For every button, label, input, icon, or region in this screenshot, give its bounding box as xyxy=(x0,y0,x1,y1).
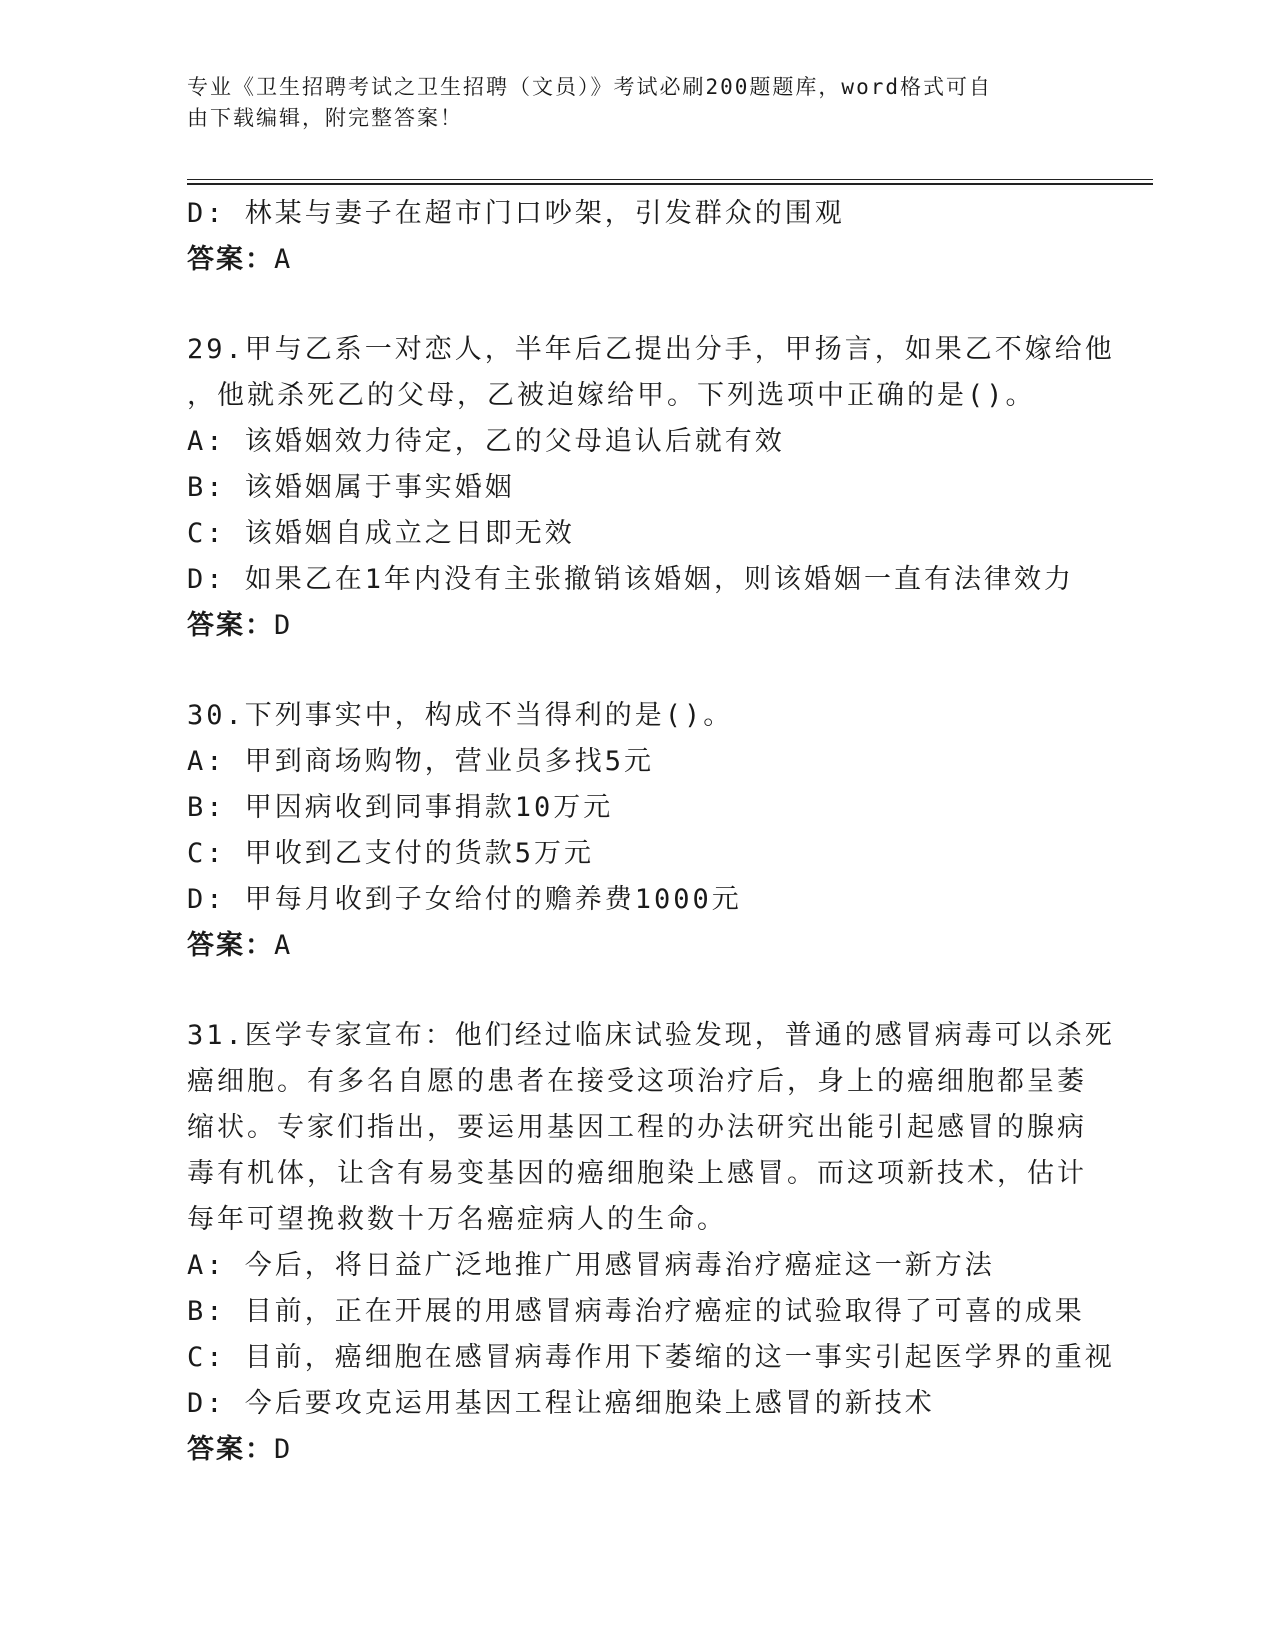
answer-label: 答案： xyxy=(187,244,274,275)
q30-answer xyxy=(187,923,1087,969)
q29-stem-line-2: ，他就杀死乙的父母，乙被迫嫁给甲。下列选项中正确的是()。 xyxy=(187,380,1036,411)
q31-stem-line-1: 31.医学专家宣布：他们经过临床试验发现，普通的感冒病毒可以杀死 xyxy=(187,1020,1115,1051)
q31-option-c: C: 目前，癌细胞在感冒病毒作用下萎缩的这一事实引起医学界的重视 xyxy=(187,1342,1115,1373)
q31-stem-line-5: 每年可望挽救数十万名癌症病人的生命。 xyxy=(187,1204,727,1235)
answer-label: 答案： xyxy=(187,930,274,961)
q29-option-a: A: 该婚姻效力待定，乙的父母追认后就有效 xyxy=(187,426,785,457)
header-line-1: 专业《卫生招聘考试之卫生招聘（文员）》考试必刷200题题库，word格式可自 xyxy=(187,75,992,99)
q29-option-d: D: 如果乙在1年内没有主张撤销该婚姻，则该婚姻一直有法律效力 xyxy=(187,564,1075,595)
q31-option-b: B: 目前，正在开展的用感冒病毒治疗癌症的试验取得了可喜的成果 xyxy=(187,1296,1085,1327)
q29-option-c: C: 该婚姻自成立之日即无效 xyxy=(187,518,575,549)
answer-value: D xyxy=(274,610,293,641)
answer-label: 答案： xyxy=(187,610,274,641)
q30-stem-line-1: 30.下列事实中，构成不当得利的是()。 xyxy=(187,700,734,731)
answer-value: A xyxy=(274,244,293,275)
header-divider-thin xyxy=(187,179,1153,180)
answer-label: 答案： xyxy=(187,1434,274,1465)
q31-answer xyxy=(187,1427,1087,1473)
question-content xyxy=(187,191,1115,1473)
q30-option-b: B: 甲因病收到同事捐款10万元 xyxy=(187,792,614,823)
header-divider-thick xyxy=(187,183,1153,185)
q30-option-a: A: 甲到商场购物，营业员多找5元 xyxy=(187,746,655,777)
q31-stem-line-3: 缩状。专家们指出，要运用基因工程的办法研究出能引起感冒的腺病 xyxy=(187,1112,1087,1143)
q29-stem-line-1: 29.甲与乙系一对恋人，半年后乙提出分手，甲扬言，如果乙不嫁给他 xyxy=(187,334,1115,365)
q31-stem-line-2: 癌细胞。有多名自愿的患者在接受这项治疗后，身上的癌细胞都呈萎 xyxy=(187,1066,1087,1097)
q31-stem-line-4: 毒有机体，让含有易变基因的癌细胞染上感冒。而这项新技术，估计 xyxy=(187,1158,1087,1189)
q30-option-c: C: 甲收到乙支付的货款5万元 xyxy=(187,838,595,869)
answer-value: D xyxy=(274,1434,293,1465)
q30-option-d: D: 甲每月收到子女给付的赡养费1000元 xyxy=(187,884,742,915)
q29-option-b: B: 该婚姻属于事实婚姻 xyxy=(187,472,515,503)
header-line-2: 由下载编辑，附完整答案！ xyxy=(187,106,463,130)
document-header xyxy=(187,72,1067,134)
answer-value: A xyxy=(274,930,293,961)
q31-option-a: A: 今后，将日益广泛地推广用感冒病毒治疗癌症这一新方法 xyxy=(187,1250,995,1281)
q28-option-d: D: 林某与妻子在超市门口吵架，引发群众的围观 xyxy=(187,198,845,229)
q29-answer xyxy=(187,603,1087,649)
q31-option-d: D: 今后要攻克运用基因工程让癌细胞染上感冒的新技术 xyxy=(187,1388,935,1419)
q28-answer xyxy=(187,237,1087,283)
